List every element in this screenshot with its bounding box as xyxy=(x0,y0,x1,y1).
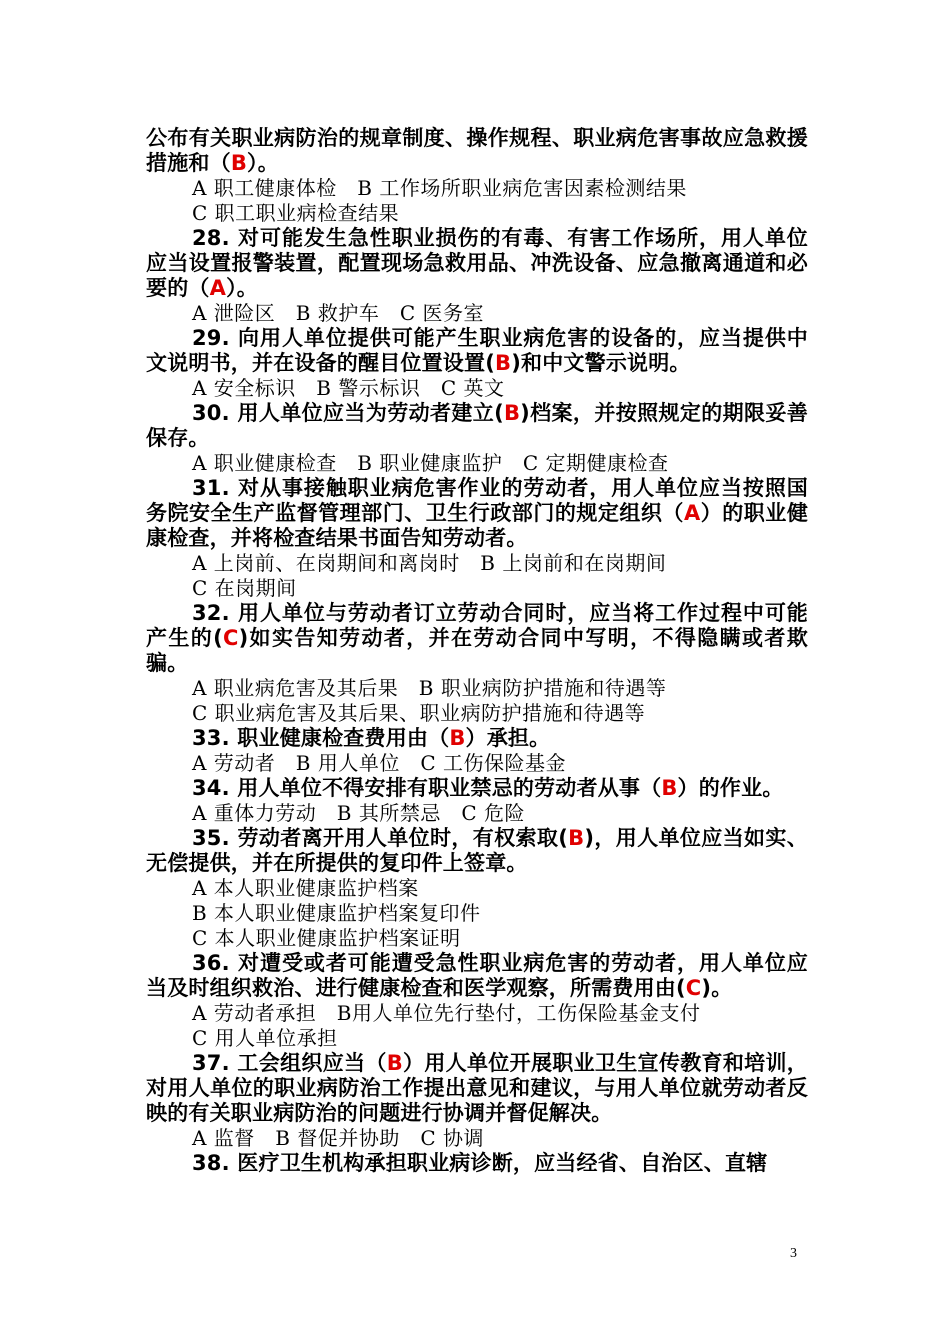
answer-options: C 职业病危害及其后果、职业病防护措施和待遇等 xyxy=(192,701,646,725)
question-text xyxy=(146,826,808,876)
question-stem-end: ）的作业。 xyxy=(677,776,784,800)
question-stem-end: )档案，并按照规定的期限妥善保存。 xyxy=(146,401,808,450)
question-stem: 公布有关职业病防治的规章制度、操作规程、职业病危害事故应急救援措施和（ xyxy=(146,126,808,175)
answer-letter: A xyxy=(683,501,701,525)
question-stem-end: ）用人单位开展职业卫生宣传教育和培训，对用人单位的职业病防治工作提出意见和建议，与用人单位就劳动者反映的有关职业病防治的问题进行协调并督促解决。 xyxy=(146,1051,808,1125)
answer-options: A 重体力劳动 B 其所禁忌 C 危险 xyxy=(192,801,526,825)
answer-options: C 职工职业病检查结果 xyxy=(192,201,400,225)
question-text xyxy=(146,776,808,801)
question-stem-end: )。 xyxy=(701,976,733,1000)
question-text xyxy=(146,401,808,451)
answer-options: A 监督 B 督促并协助 C 协调 xyxy=(192,1126,485,1150)
answer-options: A 职业病危害及其后果 B 职业病防护措施和待遇等 xyxy=(192,676,667,700)
question-text xyxy=(146,226,808,301)
question-text xyxy=(146,601,808,676)
question-list xyxy=(146,126,808,1176)
answer-letter: B xyxy=(230,151,248,175)
question-text xyxy=(146,726,808,751)
answer-letter: A xyxy=(209,276,227,300)
question-stem: 37. 工会组织应当（ xyxy=(192,1051,387,1075)
answer-letter: B xyxy=(503,401,521,425)
question-text xyxy=(146,951,808,1001)
answer-letter: B xyxy=(568,826,585,850)
question-stem-end: )，用人单位应当如实、无偿提供，并在所提供的复印件上签章。 xyxy=(146,826,808,875)
answer-letter: C xyxy=(685,976,702,1000)
question-stem: 29. 向用人单位提供可能产生职业病危害的设备的，应当提供中文说明书，并在设备的醒目位置设置( xyxy=(146,326,808,375)
question-text xyxy=(146,1051,808,1126)
page-number: 3 xyxy=(790,1246,797,1261)
question-text xyxy=(146,326,808,376)
question-stem: 30. 用人单位应当为劳动者建立( xyxy=(192,401,504,425)
question-stem-end: )和中文警示说明。 xyxy=(511,351,691,375)
question-stem-end: ）。 xyxy=(247,151,279,175)
answer-letter: B xyxy=(449,726,466,750)
question-stem: 33. 职业健康检查费用由（ xyxy=(192,726,450,750)
answer-letter: B xyxy=(661,776,678,800)
answer-options: A 劳动者 B 用人单位 C 工伤保险基金 xyxy=(192,751,567,775)
question-text xyxy=(146,476,808,551)
question-stem: 31. 对从事接触职业病危害作业的劳动者，用人单位应当按照国务院安全生产监督管理部门、卫生行政部门的规定组织（ xyxy=(146,476,808,525)
answer-options: C 在岗期间 xyxy=(192,576,297,600)
question-stem-end: ）的职业健康检查，并将检查结果书面告知劳动者。 xyxy=(146,501,809,550)
answer-options: B 本人职业健康监护档案复印件 xyxy=(192,901,481,925)
question-text xyxy=(146,1151,808,1176)
question-stem: 38. 医疗卫生机构承担职业病诊断，应当经省、自治区、直辖 xyxy=(192,1151,768,1175)
question-stem: 34. 用人单位不得安排有职业禁忌的劳动者从事（ xyxy=(192,776,662,800)
answer-letter: C xyxy=(222,626,239,650)
answer-options: A 上岗前、在岗期间和离岗时 B 上岗前和在岗期间 xyxy=(192,551,667,575)
answer-letter: B xyxy=(495,351,512,375)
answer-options: A 职业健康检查 B 职业健康监护 C 定期健康检查 xyxy=(192,451,669,475)
question-stem: 32. 用人单位与劳动者订立劳动合同时，应当将工作过程中可能产生的( xyxy=(146,601,808,650)
question-stem-end: ）。 xyxy=(226,276,258,300)
answer-options: A 劳动者承担 B用人单位先行垫付，工伤保险基金支付 xyxy=(192,1001,701,1025)
question-stem-end: ）承担。 xyxy=(465,726,551,750)
question-stem: 36. 对遭受或者可能遭受急性职业病危害的劳动者，用人单位应当及时组织救治、进行健康检查和医学观察，所需费用由( xyxy=(146,951,808,1000)
question-text xyxy=(146,126,808,176)
question-stem: 35. 劳动者离开用人单位时，有权索取( xyxy=(192,826,569,850)
question-stem-end: )如实告知劳动者，并在劳动合同中写明，不得隐瞒或者欺骗。 xyxy=(146,626,808,675)
answer-options: A 泄险区 B 救护车 C 医务室 xyxy=(192,301,485,325)
answer-letter: B xyxy=(386,1051,403,1075)
answer-options: A 本人职业健康监护档案 xyxy=(192,876,419,900)
answer-options: A 安全标识 B 警示标识 C 英文 xyxy=(192,376,505,400)
answer-options: A 职工健康体检 B 工作场所职业病危害因素检测结果 xyxy=(192,176,687,200)
question-stem: 28. 对可能发生急性职业损伤的有毒、有害工作场所，用人单位应当设置报警装置，配置现场急救用品、冲洗设备、应急撤离通道和必要的（ xyxy=(146,226,808,300)
answer-options: C 用人单位承担 xyxy=(192,1026,338,1050)
answer-options: C 本人职业健康监护档案证明 xyxy=(192,926,461,950)
